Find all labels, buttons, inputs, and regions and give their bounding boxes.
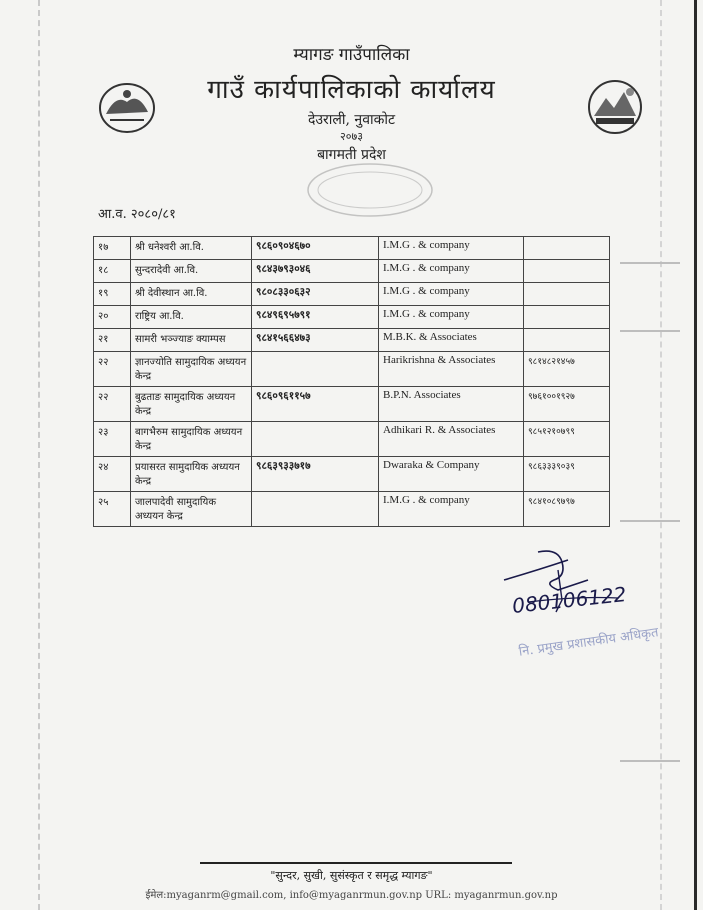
table-row xyxy=(94,422,610,457)
row-number: २५ xyxy=(94,492,131,527)
margin-mark xyxy=(620,330,680,332)
consultant-name: M.B.K. & Associates xyxy=(379,329,524,352)
consultant-phone xyxy=(524,283,610,306)
margin-mark xyxy=(620,262,680,264)
consultant-phone: ९८६३३३९०३९ xyxy=(524,457,610,492)
footer-divider xyxy=(200,862,512,864)
institution-name: श्री धनेश्वरी आ.वि. xyxy=(131,237,252,260)
municipality-name: म्यागङ गाउँपालिका xyxy=(293,45,410,65)
table-row xyxy=(94,283,610,306)
consultant-name: I.M.G . & company xyxy=(379,306,524,329)
consultant-table xyxy=(93,236,610,527)
row-number: १७ xyxy=(94,237,131,260)
consultant-phone: ९७६१००१९२७ xyxy=(524,387,610,422)
consultant-phone: ९८१४८२१४५७ xyxy=(524,352,610,387)
consultant-phone xyxy=(524,260,610,283)
institution-phone: ९८४१५६६४७३ xyxy=(252,329,379,352)
consultant-name: Dwaraka & Company xyxy=(379,457,524,492)
institution-phone xyxy=(252,352,379,387)
row-number: २१ xyxy=(94,329,131,352)
officer-stamp: नि. प्रमुख प्रशासकीय अधिकृत xyxy=(517,625,660,660)
office-address: देउराली, नुवाकोट xyxy=(307,112,396,128)
established-year: २०७३ xyxy=(340,130,363,143)
institution-phone xyxy=(252,492,379,527)
institution-name: ज्ञानज्योति सामुदायिक अध्ययन केन्द्र xyxy=(131,352,252,387)
row-number: २४ xyxy=(94,457,131,492)
consultant-name: I.M.G . & company xyxy=(379,237,524,260)
consultant-phone xyxy=(524,329,610,352)
institution-name: बागभैरुम सामुदायिक अध्ययन केन्द्र xyxy=(131,422,252,457)
consultant-phone: ९८४१०८९७९७ xyxy=(524,492,610,527)
institution-name: राष्ट्रिय आ.वि. xyxy=(131,306,252,329)
institution-name: जालपादेवी सामुदायिक अध्ययन केन्द्र xyxy=(131,492,252,527)
consultant-phone: ९८५१२१०७९९ xyxy=(524,422,610,457)
row-number: २३ xyxy=(94,422,131,457)
table-row xyxy=(94,260,610,283)
institution-phone: ९८४३७९३०४६ xyxy=(252,260,379,283)
institution-name: प्रयासरत सामुदायिक अध्ययन केन्द्र xyxy=(131,457,252,492)
consultant-name: I.M.G . & company xyxy=(379,260,524,283)
institution-name: सुन्दरादेवी आ.वि. xyxy=(131,260,252,283)
margin-mark xyxy=(620,520,680,522)
row-number: १८ xyxy=(94,260,131,283)
consultant-name: I.M.G . & company xyxy=(379,492,524,527)
institution-phone: ९८०८३३०६३२ xyxy=(252,283,379,306)
institution-phone xyxy=(252,422,379,457)
institution-name: श्री देवीस्थान आ.वि. xyxy=(131,283,252,306)
table-row xyxy=(94,237,610,260)
table-row xyxy=(94,457,610,492)
institution-phone: ९८४९६९५७९१ xyxy=(252,306,379,329)
footer-slogan: "सुन्दर, सुखी, सुसंस्कृत र समृद्ध म्यागङ" xyxy=(270,869,433,882)
row-number: २० xyxy=(94,306,131,329)
institution-phone: ९८६०९०४६७० xyxy=(252,237,379,260)
table-row xyxy=(94,329,610,352)
consultant-name: Harikrishna & Associates xyxy=(379,352,524,387)
table-row xyxy=(94,492,610,527)
office-title: गाउँ कार्यपालिकाको कार्यालय xyxy=(207,75,496,105)
table-row xyxy=(94,352,610,387)
table-row xyxy=(94,306,610,329)
signature-date: 080106122 xyxy=(511,582,628,618)
consultant-name: B.P.N. Associates xyxy=(379,387,524,422)
row-number: १९ xyxy=(94,283,131,306)
footer-contact: ईमेल:myaganrm@gmail.com, info@myaganrmun.gov.np URL: myaganrmun.gov.np xyxy=(145,890,558,901)
institution-name: सामरी भञ्ज्याङ क्याम्पस xyxy=(131,329,252,352)
row-number: २२ xyxy=(94,352,131,387)
institution-name: बुढताङ सामुदायिक अध्ययन केन्द्र xyxy=(131,387,252,422)
consultant-phone xyxy=(524,237,610,260)
institution-phone: ९८६०९६११५७ xyxy=(252,387,379,422)
institution-phone: ९८६३९३३७१७ xyxy=(252,457,379,492)
consultant-name: I.M.G . & company xyxy=(379,283,524,306)
consultant-phone xyxy=(524,306,610,329)
consultant-name: Adhikari R. & Associates xyxy=(379,422,524,457)
table-row xyxy=(94,387,610,422)
province-name: बागमती प्रदेश xyxy=(317,147,386,163)
fiscal-year-label: आ.व. २०८०/८१ xyxy=(98,207,176,222)
row-number: २२ xyxy=(94,387,131,422)
margin-mark xyxy=(620,760,680,762)
